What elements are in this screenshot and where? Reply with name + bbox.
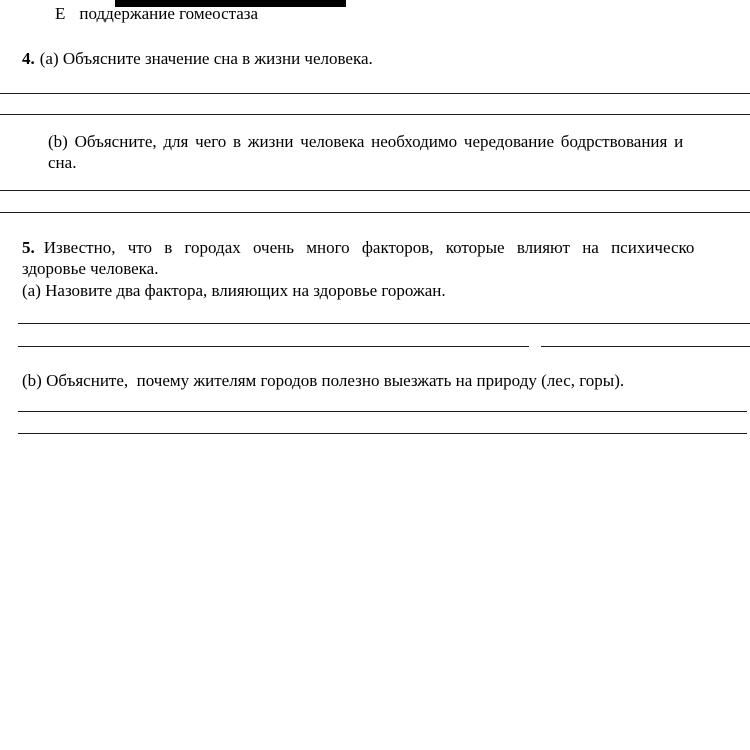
question-5-part-a: (a) Назовите два фактора, влияющих на здоровье горожан.	[22, 281, 446, 300]
question-5-intro-text: Известно, что в городах очень много факторов, которые влияют на психическо	[43, 238, 695, 257]
question-5-number: 5.	[22, 238, 35, 257]
option-e-row	[55, 4, 258, 24]
answer-line-segment	[541, 346, 750, 347]
option-e-letter: Е	[55, 4, 66, 23]
question-5-part-b: (b) Объясните, почему жителям городов полезно выезжать на природу (лес, горы).	[22, 371, 625, 390]
answer-line	[18, 433, 747, 434]
answer-line-segment	[18, 346, 529, 347]
question-4b-text-line2: сна.	[48, 153, 77, 172]
answer-line	[18, 323, 750, 324]
option-e-text: поддержание гомеостаза	[79, 4, 259, 23]
question-4-number: 4.	[22, 49, 35, 68]
question-4a-text: (a) Объясните значение сна в жизни человека.	[39, 49, 373, 68]
question-4-part-a	[22, 49, 373, 69]
question-4b-text-line1: (b) Объясните, для чего в жизни человека необходимо чередование бодрствования и	[48, 132, 684, 151]
answer-line	[0, 114, 750, 115]
answer-line	[0, 190, 750, 191]
answer-line	[0, 212, 750, 213]
question-5-intro-line2: здоровье человека.	[22, 259, 159, 278]
answer-line	[0, 93, 750, 94]
answer-line	[18, 411, 747, 412]
question-5-intro-line1	[22, 238, 694, 258]
